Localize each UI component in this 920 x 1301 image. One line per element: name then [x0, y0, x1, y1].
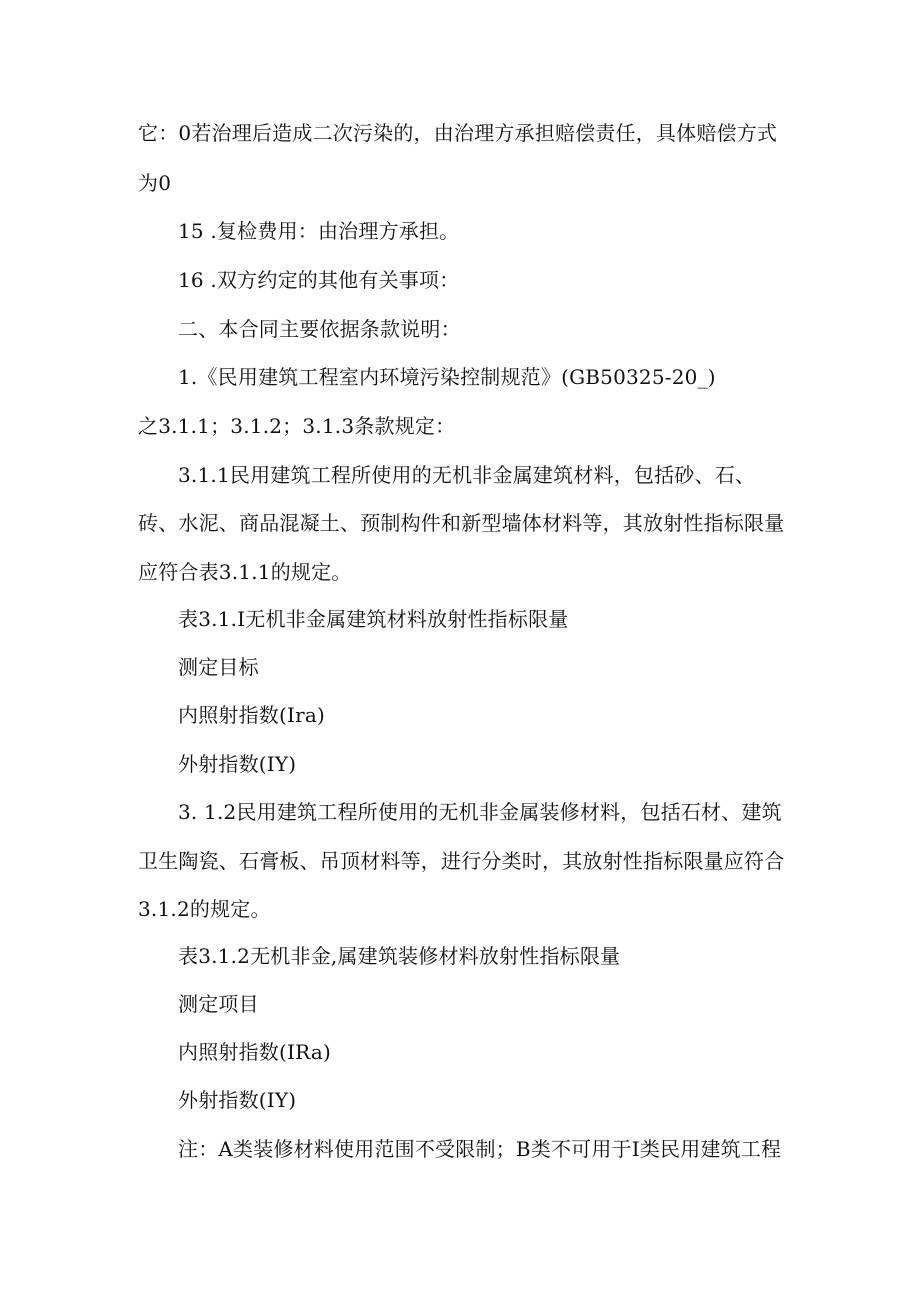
paragraph-line: 它：0若治理后造成二次污染的，由治理方承担赔偿责任，具体赔偿方式 [138, 121, 778, 145]
table-caption: 表3.1.2无机非金,属建筑装修材料放射性指标限量 [178, 944, 621, 968]
paragraph-line: 卫生陶瓷、石膏板、吊顶材料等，进行分类时，其放射性指标限量应符合 [138, 849, 785, 873]
paragraph-line: 1.《民用建筑工程室内环境污染控制规范》(GB50325-20_) [178, 365, 716, 389]
paragraph-line: 3.1.1民用建筑工程所使用的无机非金属建筑材料，包括砂、石、 [178, 463, 756, 487]
paragraph-line: 15 .复检费用：由治理方承担。 [178, 219, 460, 243]
paragraph-line: 3. 1.2民用建筑工程所使用的无机非金属装修材料，包括石材、建筑 [178, 800, 782, 824]
paragraph-line: 砖、水泥、商品混凝土、预制构件和新型墙体材料等，其放射性指标限量 [138, 511, 785, 535]
table-cell: 测定目标 [178, 655, 259, 679]
paragraph-line: 3.1.2的规定。 [138, 897, 271, 921]
table-cell: 内照射指数(Ira) [178, 703, 325, 727]
table-cell: 测定项目 [178, 992, 259, 1016]
paragraph-line: 16 .双方约定的其他有关事项： [178, 268, 460, 292]
section-heading: 二、本合同主要依据条款说明： [178, 317, 461, 341]
paragraph-line: 之3.1.1；3.1.2；3.1.3条款规定： [138, 414, 456, 438]
note-line: 注：A类装修材料使用范围不受限制；B类不可用于I类民用建筑工程 [178, 1137, 782, 1161]
table-cell: 外射指数(IY) [178, 1088, 297, 1112]
table-cell: 外射指数(IY) [178, 752, 297, 776]
table-cell: 内照射指数(IRa) [178, 1040, 331, 1064]
table-caption: 表3.1.I无机非金属建筑材料放射性指标限量 [178, 607, 569, 631]
paragraph-line: 为0 [138, 171, 172, 195]
paragraph-line: 应符合表3.1.1的规定。 [138, 560, 352, 584]
